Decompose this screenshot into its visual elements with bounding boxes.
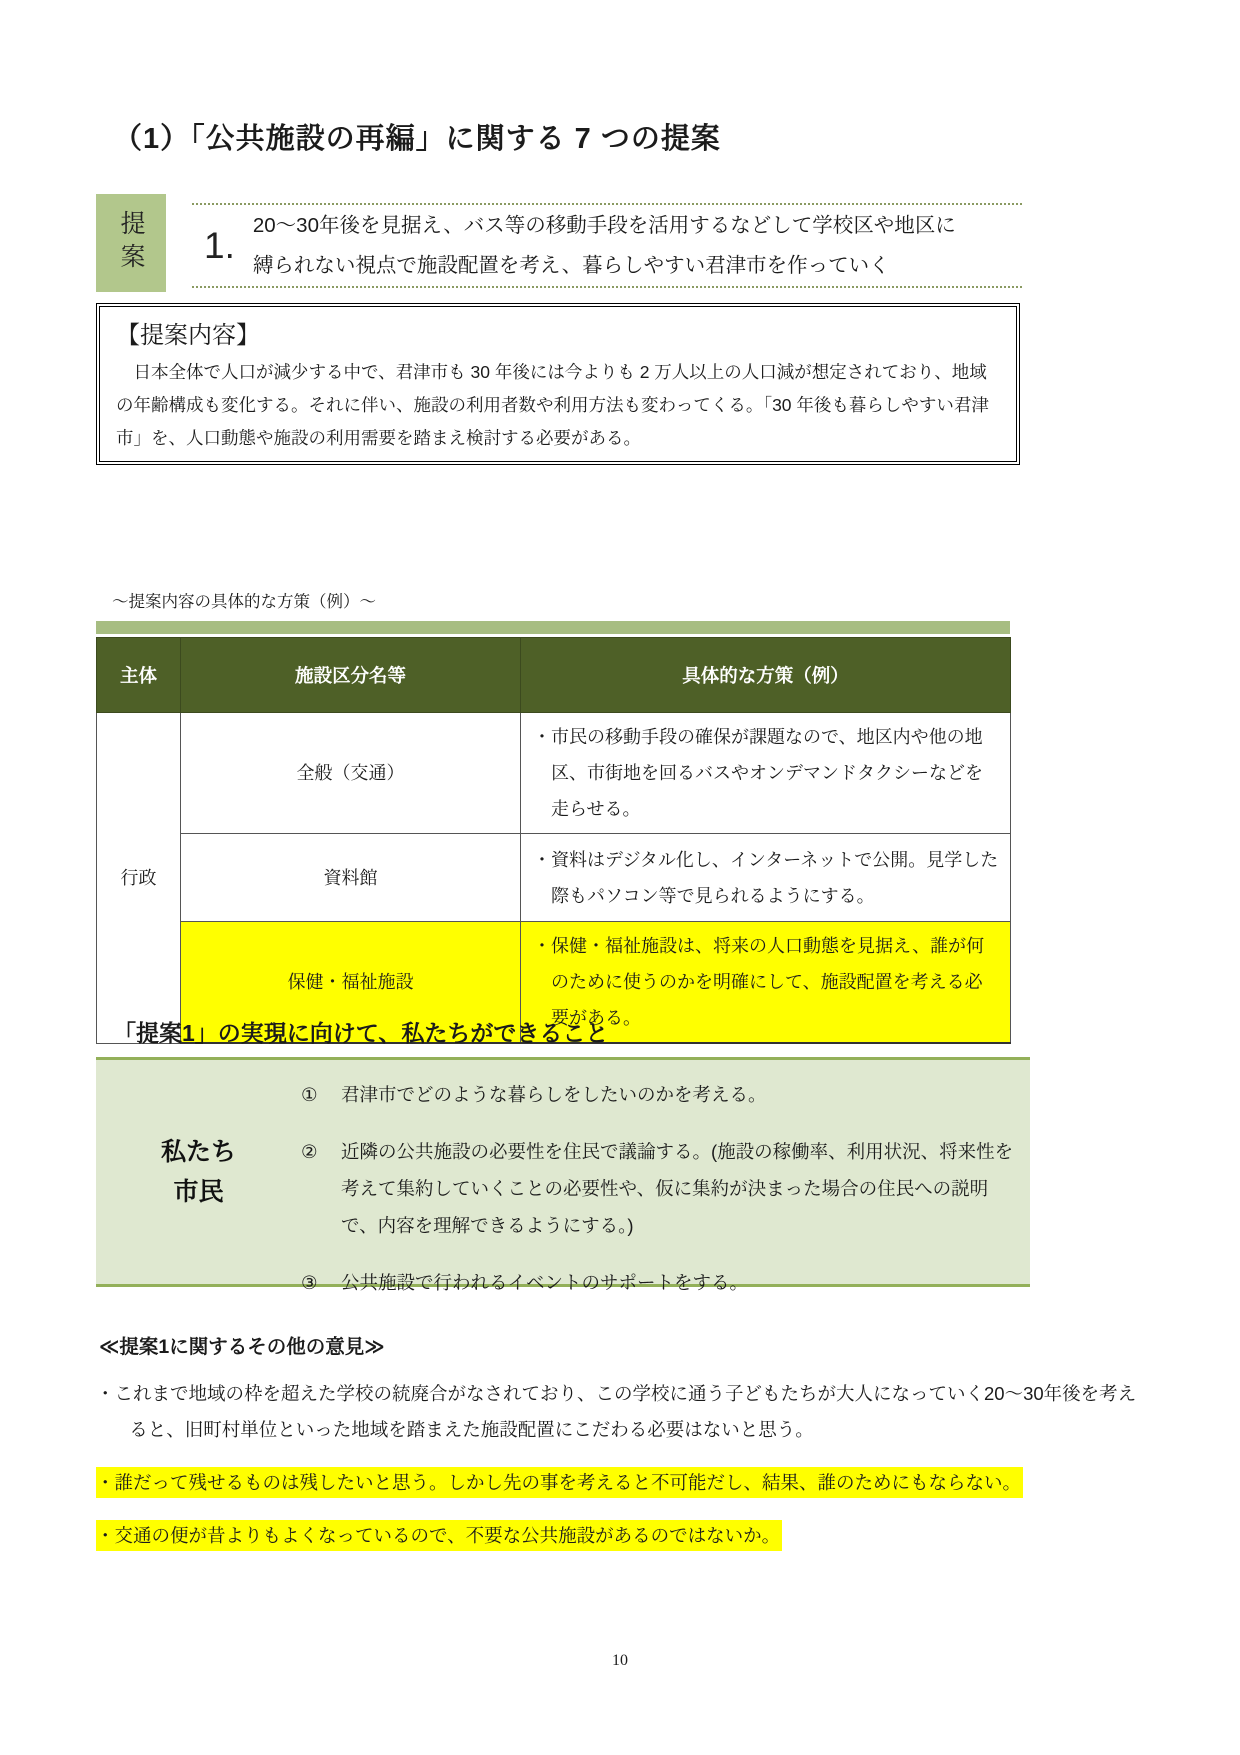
opinion-text: ・交通の便が昔よりもよくなっているので、不要な公共施設があるのではないか。	[96, 1520, 782, 1551]
table-row	[97, 834, 1011, 922]
proposal-statement-line1: 20～30年後を見据え、バス等の移動手段を活用するなどして学校区や地区に	[252, 213, 956, 237]
proposal-statement-line2: 縛られない視点で施設配置を考え、暮らしやすい君津市を作っていく	[252, 253, 890, 277]
list-item	[301, 1133, 1024, 1244]
opinion-item-highlighted	[96, 1465, 1146, 1501]
proposal-content-heading: 【提案内容】	[116, 322, 260, 349]
list-item-number: ①	[301, 1084, 318, 1105]
header-facility-category: 施設区分名等	[181, 638, 521, 713]
measure-text: ・市民の移動手段の確保が課題なので、地区内や他の地区、市街地を回るバスやオンデマンドタクシーなどを走らせる。	[533, 727, 983, 819]
opinion-item	[96, 1376, 1146, 1448]
proposal-number: 1.	[204, 225, 235, 266]
page-title: （1）「公共施設の再編」に関する 7 つの提案	[113, 123, 721, 155]
proposal-banner	[96, 194, 1022, 292]
list-item-text: 公共施設で行われるイベントのサポートをする。	[341, 1272, 749, 1293]
measures-table-top-band	[96, 621, 1010, 634]
citizens-section-heading: 「提案1」の実現に向けて、私たちができること	[113, 1020, 609, 1046]
header-measure: 具体的な方策（例）	[521, 638, 1011, 713]
proposal-content-box	[96, 303, 1020, 465]
other-opinions-list	[96, 1376, 1146, 1571]
measures-table	[96, 637, 1011, 1044]
measure-text: ・資料はデジタル化し、インターネットで公開。見学した際もパソコン等で見られるようにする。	[533, 849, 999, 906]
category-cell: 全般（交通）	[181, 713, 521, 834]
list-item	[301, 1264, 1024, 1301]
citizens-label-line2: 市民	[173, 1178, 224, 1206]
citizens-box	[96, 1057, 1030, 1293]
proposal-content-body: 日本全体で人口が減少する中で、君津市も 30 年後には今よりも 2 万人以上の人口減が想定されており、地域の年齢構成も変化する。それに伴い、施設の利用者数や利用方法も変わってくる。「30 年後も暮らしやすい君津市」を、人口動態や施設の利用需要を踏まえ検討する必要がある。	[116, 362, 989, 448]
proposal-statement	[253, 206, 956, 286]
measure-cell	[521, 834, 1011, 922]
opinion-item-highlighted	[96, 1518, 1146, 1554]
table-row	[97, 713, 1011, 834]
proposal-label-badge: 提案	[96, 194, 166, 292]
header-actor: 主体	[97, 638, 181, 713]
measure-cell	[521, 713, 1011, 834]
list-item-number: ③	[301, 1272, 318, 1293]
list-item-text: 君津市でどのような暮らしをしたいのかを考える。	[341, 1084, 767, 1105]
proposal-banner-body	[192, 203, 1022, 288]
category-cell: 保健・福祉施設	[181, 922, 521, 1044]
citizens-label-line1: 私たち	[160, 1138, 236, 1166]
citizens-item-list	[301, 1060, 1030, 1293]
list-item-number: ②	[301, 1141, 318, 1162]
opinion-text: ・これまで地域の枠を超えた学校の統廃合がなされており、この学校に通う子どもたちが大人になっていく20～30年後を考えると、旧町村単位といった地域を踏まえた施設配置にこだわる必要はないと思う。	[96, 1383, 1137, 1440]
opinion-text: ・誰だって残せるものは残したいと思う。しかし先の事を考えると不可能だし、結果、誰のためにもならない。	[96, 1467, 1023, 1498]
measures-table-header-row	[97, 638, 1011, 713]
category-cell: 資料館	[181, 834, 521, 922]
page-number: 10	[612, 1652, 628, 1669]
citizens-label	[96, 1060, 301, 1284]
measures-table-caption: ～提案内容の具体的な方策（例）～	[112, 593, 376, 611]
list-item	[301, 1076, 1024, 1113]
actor-cell: 行政	[97, 713, 181, 1044]
other-opinions-heading: ≪提案1に関するその他の意見≫	[99, 1336, 385, 1358]
list-item-text: 近隣の公共施設の必要性を住民で議論する。(施設の稼働率、利用状況、将来性を考えて集約していくことの必要性や、仮に集約が決まった場合の住民への説明で、内容を理解できるようにする。)	[341, 1141, 1014, 1236]
measure-text: ・保健・福祉施設は、将来の人口動態を見据え、誰が何のために使うのかを明確にして、施設配置を考える必要がある。	[533, 936, 985, 1028]
